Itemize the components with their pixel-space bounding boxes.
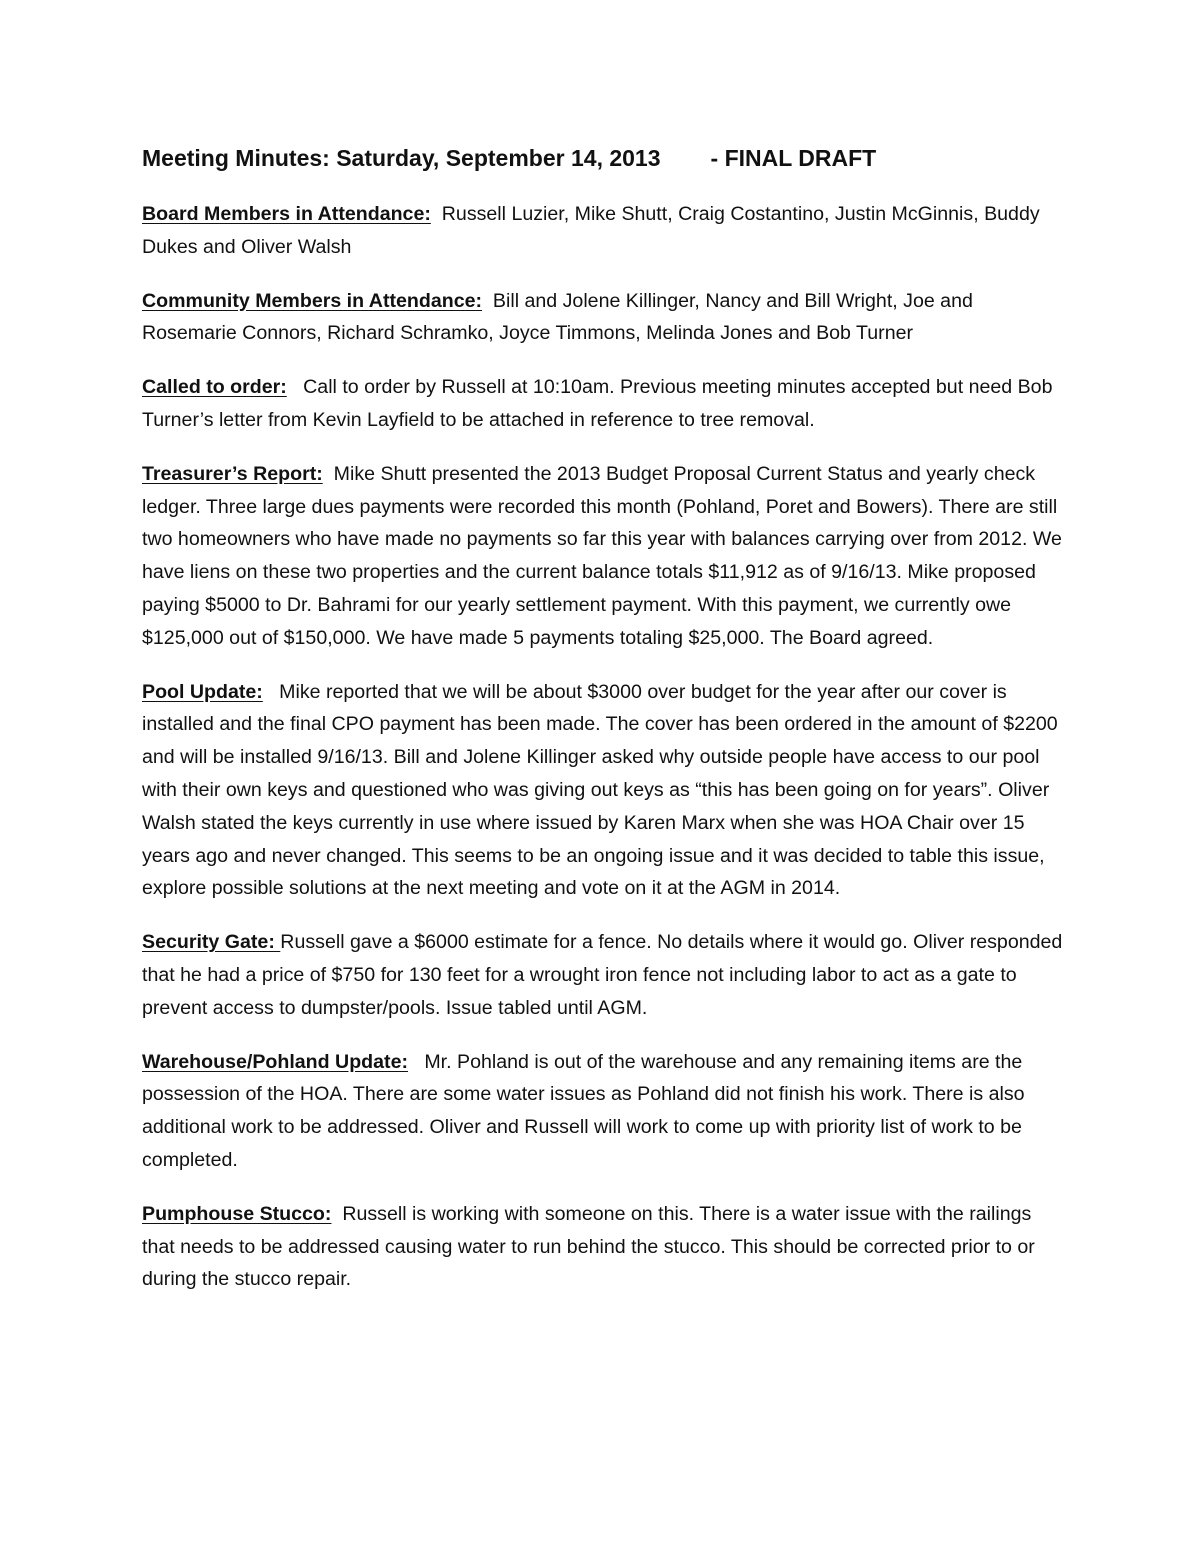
section-heading: Warehouse/Pohland Update: [142,1050,408,1073]
page-title [142,142,1072,174]
section-heading: Pumphouse Stucco: [142,1202,332,1225]
section-heading: Treasurer’s Report: [142,462,323,485]
title-text: Meeting Minutes: Saturday, September 14, 2013 [142,145,661,171]
section-heading: Board Members in Attendance: [142,203,431,225]
section-called-to-order [142,371,1064,437]
section-community-members [142,285,1064,351]
section-security-gate [142,926,1064,1024]
section-heading: Called to order: [142,376,287,399]
section-pumphouse-stucco [142,1198,1064,1296]
section-body: Bill and Jolene Killinger, Nancy and Bill Wright, Joe and Rosemarie Connors, Richard Schramko, Joyce Timmons, Melinda Jones and Bob Turner [142,289,973,345]
section-body: Russell is working with someone on this. There is a water issue with the railings that needs to be addressed causing water to run behind the stucco. This should be corrected prior to or during the stucco repair. [142,1202,1035,1291]
section-heading: Security Gate: [142,931,281,954]
section-warehouse-update [142,1046,1064,1177]
section-body: Call to order by Russell at 10:10am. Previous meeting minutes accepted but need Bob Turner’s letter from Kevin Layfield to be attached in reference to tree removal. [142,376,1053,431]
section-body: Mr. Pohland is out of the warehouse and any remaining items are the possession of the HOA. There are some water issues as Pohland did not finish his work. There is also additional work to be addressed. Oliver and Russell will work to come up with priority list of work to be completed. [142,1050,1025,1171]
draft-status: - FINAL DRAFT [710,145,877,171]
section-treasurers-report [142,458,1064,655]
minutes-content [142,198,1064,1317]
section-heading: Pool Update: [142,680,263,703]
section-body: Mike Shutt presented the 2013 Budget Proposal Current Status and yearly check ledger. Three large dues payments were recorded this month (Pohland, Poret and Bowers). There are still two homeowners who have made no payments so far this year with balances carrying over from 2012. We have liens on these two properties and the current balance totals $11,912 as of 9/16/13. Mike proposed paying $5000 to Dr. Bahrami for our yearly settlement payment. With this payment, we currently owe $125,000 out of $150,000. We have made 5 payments totaling $25,000. The Board agreed. [142,462,1062,649]
section-heading: Community Members in Attendance: [142,289,483,312]
section-pool-update [142,676,1064,906]
section-body: Russell gave a $6000 estimate for a fence. No details where it would go. Oliver responded that he had a price of $750 for 130 feet for a wrought iron fence not including labor to act as a gate to prevent access to dumpster/pools. Issue tabled until AGM. [142,931,1063,1019]
section-board-members [142,198,1064,264]
section-body: Mike reported that we will be about $3000 over budget for the year after our cover is installed and the final CPO payment has been made. The cover has been ordered in the amount of $2200 and will be installed 9/16/13. Bill and Jolene Killinger asked why outside people have access to our pool with their own keys and questioned who was giving out keys as “this has been going on for years”. Oliver Walsh stated the keys currently in use where issued by Karen Marx when she was HOA Chair over 15 years ago and never changed. This seems to be an ongoing issue and it was decided to table this issue, explore possible solutions at the next meeting and vote on it at the AGM in 2014. [142,680,1058,900]
section-body: Russell Luzier, Mike Shutt, Craig Costantino, Justin McGinnis, Buddy Dukes and Oliver Walsh [142,203,1040,258]
